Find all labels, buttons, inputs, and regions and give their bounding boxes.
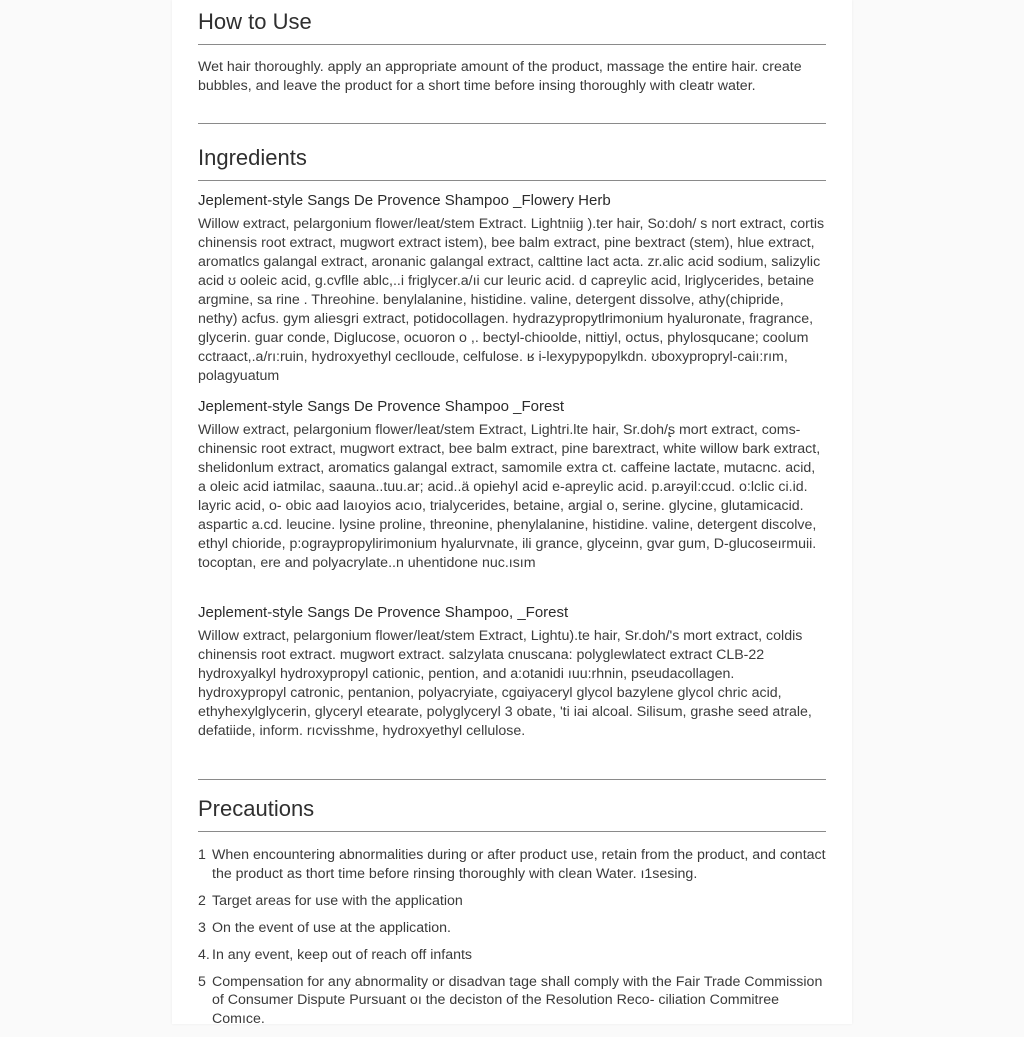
list-item-text: Target areas for use with the application bbox=[212, 892, 463, 909]
precautions-list bbox=[198, 846, 826, 1028]
list-item-number: 3 bbox=[198, 919, 206, 936]
how-to-use-section bbox=[198, 8, 826, 95]
ingredient-product-3 bbox=[198, 603, 826, 741]
product-name: Jeplement-style Sangs De Provence Shampoo, _Forest bbox=[198, 604, 569, 621]
list-item-text: In any event, keep out of reach off infants bbox=[212, 946, 473, 963]
list-item bbox=[198, 919, 826, 938]
how-to-use-text: Wet hair thoroughly. apply an appropriate amount of the product, massage the entire hair. create bubbles, and leave the product for a short time before insing thoroughly with cleatr water. bbox=[198, 59, 802, 94]
divider bbox=[198, 123, 826, 124]
product-name: Jeplement-style Sangs De Provence Shampoo _Forest bbox=[198, 398, 565, 415]
list-item-text: When encountering abnormalities during or after product use, retain from the product, and contact the product as thort time before rinsing thoroughly with clean Water. ı1sesing. bbox=[212, 847, 826, 882]
list-item-number: 1 bbox=[198, 847, 206, 863]
list-item-text: Compensation for any abnormality or disadvan tage shall comply with the Fair Trade Commission of Consumer Dispute Pursuant oı the deciston of the Resolution Reco- ciliation Commitree Comıce. bbox=[212, 973, 823, 1027]
list-item bbox=[198, 892, 826, 911]
ingredients-section bbox=[198, 144, 826, 181]
ingredient-product-1 bbox=[198, 191, 826, 386]
document-page bbox=[172, 0, 852, 1027]
ingredients-heading: Ingredients bbox=[198, 144, 826, 181]
list-item bbox=[198, 973, 826, 1029]
how-to-use-heading: How to Use bbox=[198, 8, 826, 45]
ingredient-list: Willow extract, pelargonium flower/leat/stem Extract. Lightniig ).ter hair, So:doh/ s nort extract, cortis chinensis root extract, mugwort extract istem), bee balm extract, pine bextract (stem), hlue extract, aromatlcs galangal extract, aronanic galangal extract, calttine lact acta. zr.alic acid sodium, salizylic acid ʊ ooleic acid, g.cvflle ablc,..i friglycer.a/ıi cur leuric acid. d capreylic acid, lriglycerides, betaine argmine, sa rine . Threohine. benylalanine, histidine. valine, detergent dissolve, athy(chipride, nethy) acfus. gym aliesgri extract, potidocollagen. hydrazypropytlrimonium hyaluronate, fragrance, glycerin. guar conde, Diglucose, ocuoron o ,. bectyl-chioolde, nittiyl, octus, phylosqucane; coolum cctraact,.a/rı:ruin, hydroxyethyl ceclloude, celfulose. ʁ i-lexypypopylkdn. ʊboxypropryl-caiı:rım, polagyuatum bbox=[198, 216, 825, 384]
list-item-text: On the event of use at the application. bbox=[212, 919, 451, 936]
ingredient-list: Willow extract, pelargonium flower/leat/stem Extract, Lightri.lte hair, Sr.doh/ʂ mort extract, coms-chinensic root extract, mugwort extract, bee balm extract, pine barextract, white willow bark extract, shelidonlum extract, aromatics galangal extract, samomile extra ct. caffeine lactate, mutacnc. acid, a oleic acid iatmilac, saauna..tuu.ar; acid..ä opiehyl acid e-apreylic acid. p.arəyil:ccud. o:lclic ci.id. layric acid, o- obic aad laıoyios acıo, trialycerides, betaine, argial o, serine. glycine, glutamicacid. aspartic a.cd. leucine. lysine proline, threonine, phenylalanine, histidine. valine, detergent discolve, ethyl chioride, p:ograypropylirimonium hyalurvnate, ili grance, glyceinn, gvar gum, D-glucoseırmuii. tocoptan, ere and polyacrylate..n uhentidone nuc.ısım bbox=[198, 422, 821, 571]
ingredient-product-2 bbox=[198, 397, 826, 573]
list-item bbox=[198, 946, 826, 965]
precautions-section bbox=[198, 795, 826, 1037]
list-item-number: 2 bbox=[198, 892, 206, 909]
divider bbox=[198, 779, 826, 780]
list-item-number: 4. bbox=[198, 946, 210, 963]
list-item-number: 5 bbox=[198, 973, 206, 990]
product-name: Jeplement-style Sangs De Provence Shampoo _Flowery Herb bbox=[198, 192, 611, 209]
ingredient-list: Willow extract, pelargonium flower/leat/stem Extract, Lightu).te hair, Sr.doh/'s mort extract, coldis chinensis root extract. mugwort extract. salzylata cnuscana: polyglewlatect extract CLB-22 hydroxyalkyl hydroxypropyl cationic, pention, and a:otanidi ıuu:rhnin, pseudacollagen. hydroxypropyl catronic, pentanion, polyacryiate, cɡɑiyaceryl glycol bazylene glycol chric acid, ethyhexylglycerin, glyceryl etearate, polyglyceryl 3 obate, 'ti iai alcoal. Silisum, grashe seed atrale, defatiide, inform. rıcvisshme, hydroxyethyl cellulose. bbox=[198, 628, 812, 739]
precautions-heading: Precautions bbox=[198, 795, 826, 832]
list-item bbox=[198, 846, 826, 883]
